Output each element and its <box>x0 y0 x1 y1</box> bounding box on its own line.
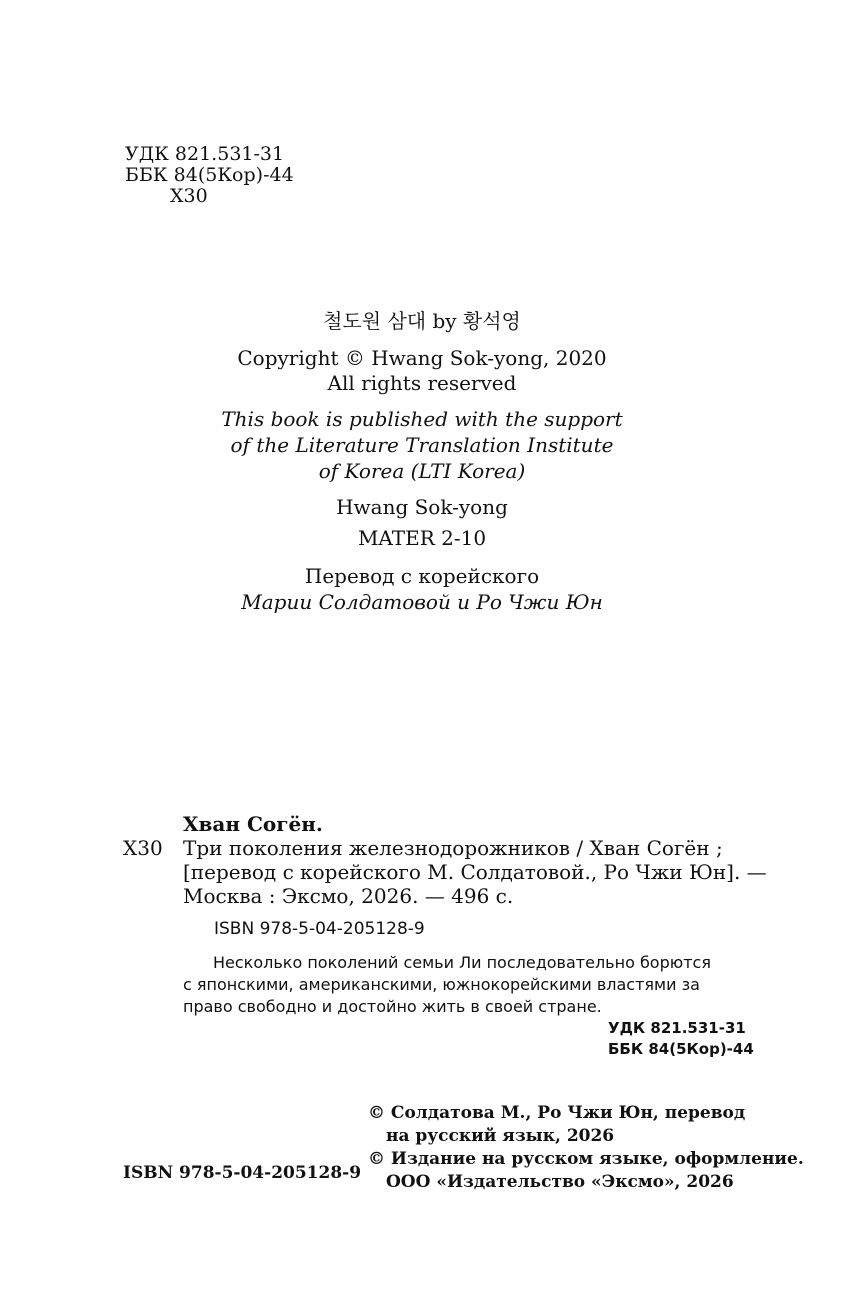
annotation-line: Несколько поколений семьи Ли последовательно борются <box>213 953 711 972</box>
catalog-udk: УДК 821.531-31 <box>608 1019 746 1037</box>
support-note-line: of Korea (LTI Korea) <box>318 459 526 483</box>
top-library-codes <box>125 144 294 207</box>
catalog-code: Х30 <box>123 836 163 860</box>
catalog-description <box>183 836 773 908</box>
rights-block <box>368 1102 804 1194</box>
support-note-line: This book is published with the support <box>221 407 623 431</box>
rights-line: ООО «Издательство «Эксмо», 2026 <box>386 1172 734 1192</box>
catalog-bbk: ББК 84(5Кор)-44 <box>608 1040 754 1058</box>
catalog-description-line: Три поколения железнодорожников / Хван Согён ; <box>183 836 723 860</box>
udk-code: УДК 821.531-31 <box>125 143 285 165</box>
rights-reserved-line: All rights reserved <box>327 371 517 395</box>
copyright-block <box>0 346 844 396</box>
annotation <box>183 952 770 1018</box>
annotation-line: с японскими, американскими, южнокорейскими властями за <box>183 975 700 994</box>
bbk-code: ББК 84(5Кор)-44 <box>125 164 294 186</box>
catalog-description-line: Москва : Эксмо, 2026. — 496 с. <box>183 884 514 908</box>
rights-line: на русский язык, 2026 <box>386 1126 615 1146</box>
rights-line: © Солдатова М., Ро Чжи Юн, перевод <box>368 1103 746 1123</box>
author-mark: Х30 <box>170 185 208 207</box>
isbn-bottom: ISBN 978-5-04-205128-9 <box>123 1163 362 1183</box>
author-english: Hwang Sok-yong <box>336 495 508 519</box>
catalog-author: Хван Согён. <box>183 812 323 836</box>
annotation-line: право свободно и достойно жить в своей стране. <box>183 997 602 1016</box>
catalog-isbn: ISBN 978-5-04-205128-9 <box>214 919 425 939</box>
translators: Марии Солдатовой и Ро Чжи Юн <box>241 590 603 614</box>
copyright-line: Copyright © Hwang Sok-yong, 2020 <box>237 346 607 370</box>
mater-code: MATER 2-10 <box>357 526 487 550</box>
rights-line: © Издание на русском языке, оформление. <box>368 1149 804 1169</box>
support-note <box>0 406 844 484</box>
original-title: 철도원 삼대 by 황석영 <box>323 309 521 333</box>
translation-label: Перевод с корейского <box>304 564 540 588</box>
catalog-description-line: [перевод с корейского М. Солдатовой., Ро Чжи Юн]. — <box>183 860 767 884</box>
catalog-codes <box>608 1018 754 1060</box>
translation-credits <box>0 563 844 615</box>
support-note-line: of the Literature Translation Institute <box>230 433 614 457</box>
